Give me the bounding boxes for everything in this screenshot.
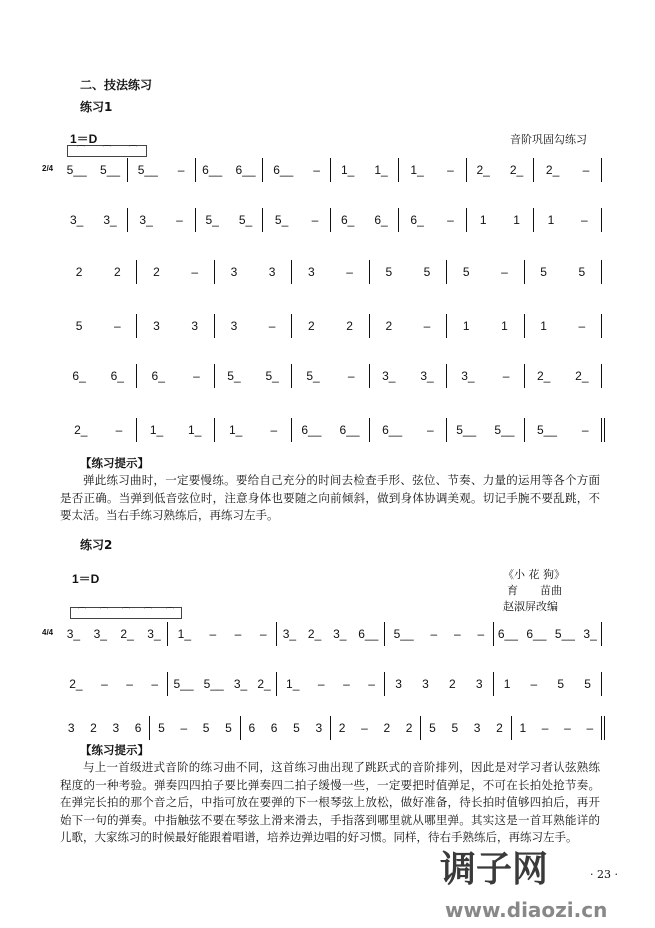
note: 2_ <box>257 677 271 691</box>
note: 3_ <box>282 627 297 641</box>
note: 1 <box>503 677 511 691</box>
note: 3 <box>395 677 402 691</box>
note: 3_ <box>139 213 153 227</box>
note: 3 <box>153 319 160 333</box>
note: 2 <box>338 721 346 735</box>
note: 5_ <box>306 369 320 383</box>
note: 1_ <box>341 163 355 177</box>
measure <box>534 208 602 232</box>
dash-note: – <box>541 721 549 735</box>
measure <box>196 208 264 232</box>
note: 3 <box>315 721 323 735</box>
dash-note: – <box>113 319 121 333</box>
note: 6__ <box>358 627 379 641</box>
note: 3_ <box>333 627 347 641</box>
note: 6__ <box>497 627 518 641</box>
note: 6 <box>134 721 142 735</box>
note: 2_ <box>545 163 560 177</box>
note: 5__ <box>456 423 477 437</box>
dash-note: – <box>361 721 368 735</box>
score-line <box>42 622 602 646</box>
measure <box>128 158 196 182</box>
note: 2 <box>75 265 83 279</box>
measure <box>215 314 292 338</box>
note: 2 <box>383 721 391 735</box>
note: 1_ <box>410 163 424 177</box>
measure <box>534 158 602 182</box>
measure <box>137 418 214 442</box>
dash-note: – <box>586 721 594 735</box>
note: 5 <box>202 721 210 735</box>
note: 3_ <box>461 369 475 383</box>
measure <box>467 158 535 182</box>
measure <box>447 314 524 338</box>
note: 5__ <box>203 677 224 691</box>
dash-note: – <box>270 423 278 437</box>
dash-note: – <box>454 627 461 641</box>
dash-note: – <box>346 265 353 279</box>
dash-note: – <box>115 423 123 437</box>
note: 3_ <box>70 213 84 227</box>
note: 1_ <box>286 677 300 691</box>
note: 1 <box>513 213 520 227</box>
watermark-logo: 调子网 <box>440 849 549 890</box>
song-title: 《小 花 狗》 <box>503 568 565 581</box>
measure <box>137 314 214 338</box>
note: 5__ <box>393 627 414 641</box>
note: 3_ <box>93 627 107 641</box>
note: 3 <box>67 721 75 735</box>
note: 2_ <box>120 627 134 641</box>
measure <box>399 208 467 232</box>
exercise2-title: 练习2 <box>80 538 113 552</box>
score-line <box>60 716 605 740</box>
dash-note: – <box>313 163 320 177</box>
note: 3_ <box>420 369 434 383</box>
note: 5 <box>225 721 232 735</box>
score-line <box>60 314 602 338</box>
note: 1 <box>501 319 508 333</box>
score-line <box>60 364 602 388</box>
note: 1_ <box>177 627 191 641</box>
note: 6_ <box>341 213 355 227</box>
note: 5 <box>423 265 431 279</box>
measure <box>60 418 137 442</box>
measure <box>494 622 602 646</box>
measure <box>60 364 137 388</box>
dash-note: – <box>311 213 319 227</box>
exercise1-key: 1＝D <box>70 132 98 146</box>
measure <box>331 208 399 232</box>
note: 5__ <box>137 163 158 177</box>
note: 1 <box>462 319 470 333</box>
note: 1_ <box>149 423 164 437</box>
dash-note: – <box>447 163 454 177</box>
note: 6__ <box>273 163 294 177</box>
note: 6_ <box>72 369 86 383</box>
note: 5_ <box>205 213 219 227</box>
note: 6_ <box>410 213 424 227</box>
page-number: · 23 · <box>590 868 618 881</box>
exercise1-tip-title: 【练习提示】 <box>80 456 149 470</box>
measure <box>60 208 128 232</box>
note: 3_ <box>583 627 597 641</box>
measure <box>399 158 467 182</box>
dash-note: – <box>581 423 589 437</box>
measure <box>60 260 137 284</box>
measure <box>370 364 447 388</box>
dash-note: – <box>426 423 434 437</box>
dash-note: – <box>343 677 350 691</box>
note: 6__ <box>382 423 403 437</box>
note: 5__ <box>494 423 515 437</box>
time-signature: 2/4 <box>42 164 54 173</box>
note: 3 <box>422 677 429 691</box>
dash-note: – <box>180 721 188 735</box>
dash-note: – <box>530 677 538 691</box>
measure <box>385 672 493 696</box>
measure <box>370 418 447 442</box>
dash-note: – <box>368 677 375 691</box>
note: 6__ <box>339 423 360 437</box>
note: 6_ <box>374 213 388 227</box>
measure <box>263 208 331 232</box>
measure <box>60 158 128 182</box>
note: 3 <box>475 677 483 691</box>
dash-note: – <box>234 627 242 641</box>
note: 5_ <box>274 213 289 227</box>
measure <box>292 418 369 442</box>
note: 1 <box>479 213 487 227</box>
note: 1_ <box>188 423 202 437</box>
note: 5 <box>578 265 586 279</box>
dash-note: – <box>126 677 133 691</box>
exercise2-key: 1＝D <box>72 572 100 586</box>
measure <box>215 260 292 284</box>
note: 3_ <box>66 627 81 641</box>
note: 6__ <box>235 163 256 177</box>
note: 5 <box>158 721 165 735</box>
measure <box>215 364 292 388</box>
measure <box>421 716 511 740</box>
note: 2_ <box>476 163 490 177</box>
dash-note: – <box>423 319 431 333</box>
dash-note: – <box>101 677 108 691</box>
measure <box>168 622 276 646</box>
dash-note: – <box>151 677 159 691</box>
note: 5__ <box>66 163 87 177</box>
dash-note: – <box>209 627 217 641</box>
note: 6 <box>248 721 256 735</box>
score-line <box>60 418 605 442</box>
note: 5 <box>385 265 393 279</box>
note: 3_ <box>103 213 117 227</box>
note: 2 <box>308 319 315 333</box>
note: 3 <box>191 319 199 333</box>
note: 2 <box>113 265 121 279</box>
section-title: 二、技法练习 <box>80 78 153 92</box>
score-line <box>42 158 602 182</box>
measure <box>292 260 369 284</box>
note: 6 <box>270 721 278 735</box>
exercise1-subtitle: 音阶巩固勾练习 <box>510 133 587 146</box>
note: 3_ <box>147 627 161 641</box>
dash-note: – <box>317 677 325 691</box>
score-line <box>60 208 602 232</box>
measure <box>331 716 421 740</box>
note: 2 <box>346 319 353 333</box>
note: 5 <box>293 721 300 735</box>
dash-note: – <box>582 163 590 177</box>
measure <box>277 672 385 696</box>
note: 3 <box>308 265 315 279</box>
dash-note: – <box>347 369 355 383</box>
score-line <box>60 260 602 284</box>
exercise1-tip-text: 弹此练习曲时，一定要慢练。要给自己充分的时间去检查手形、弦位、节奏、力量的运用等各个方面是否正确。当弹到低音弦位时，注意身体也要随之向前倾斜，做到身体协调美观。切记手腕不要乱跳，不要太活。当右手练习熟练后，再练习左手。 <box>60 473 600 522</box>
measure <box>447 364 524 388</box>
measure <box>292 314 369 338</box>
dash-note: – <box>447 213 454 227</box>
note: 5_ <box>238 213 253 227</box>
note: 2_ <box>509 163 524 177</box>
measure <box>370 260 447 284</box>
dash-note: – <box>177 163 185 177</box>
note: 5_ <box>265 369 279 383</box>
measure <box>241 716 331 740</box>
note: 6_ <box>151 369 165 383</box>
note: 2_ <box>74 423 88 437</box>
note: 3_ <box>382 369 396 383</box>
note: 5 <box>75 319 83 333</box>
measure <box>447 260 524 284</box>
note: 5 <box>429 721 436 735</box>
note: 1 <box>519 721 527 735</box>
note: 2_ <box>536 369 551 383</box>
note: 2 <box>405 721 413 735</box>
fingering-bracket: ⌒ ⌒ ⌒ <box>67 145 147 157</box>
score-line <box>60 672 602 696</box>
note: 1_ <box>374 163 388 177</box>
note: 3 <box>230 265 238 279</box>
dash-note: – <box>501 265 508 279</box>
measure <box>292 364 369 388</box>
measure <box>467 208 535 232</box>
measure <box>137 364 214 388</box>
note: 3_ <box>233 677 248 691</box>
note: 3 <box>268 265 276 279</box>
measure <box>196 158 264 182</box>
note: 2_ <box>307 627 322 641</box>
measure <box>277 622 385 646</box>
time-signature: 4/4 <box>42 628 54 637</box>
measure <box>331 158 399 182</box>
measure <box>447 418 524 442</box>
note: 5_ <box>227 369 241 383</box>
note: 5 <box>540 265 547 279</box>
exercise1-title: 练习1 <box>80 100 113 114</box>
fingering-bracket: ⌒ ⌒ ⌒ ⌒ ⌒ <box>70 607 182 619</box>
measure <box>60 622 168 646</box>
dash-note: – <box>430 627 438 641</box>
note: 6_ <box>110 369 124 383</box>
measure <box>263 158 331 182</box>
note: 5__ <box>536 423 557 437</box>
note: 5 <box>462 265 470 279</box>
dash-note: – <box>477 627 485 641</box>
dash-note: – <box>259 627 267 641</box>
dash-note: – <box>268 319 276 333</box>
measure <box>525 314 602 338</box>
dash-note: – <box>193 369 200 383</box>
exercise2-tip-title: 【练习提示】 <box>80 743 149 757</box>
measure <box>525 418 605 442</box>
note: 6__ <box>301 423 322 437</box>
watermark-url: www.diaozi.cn <box>445 898 608 922</box>
note: 2 <box>448 677 456 691</box>
measure <box>385 622 493 646</box>
measure <box>137 260 214 284</box>
note: 2 <box>385 319 393 333</box>
dash-note: – <box>176 213 183 227</box>
note: 2_ <box>575 369 589 383</box>
composer: 育 苗曲 <box>507 584 562 597</box>
measure <box>60 314 137 338</box>
measure <box>494 672 602 696</box>
measure <box>370 314 447 338</box>
measure <box>60 716 150 740</box>
note: 5__ <box>173 677 194 691</box>
measure <box>128 208 196 232</box>
note: 3 <box>230 319 238 333</box>
note: 5__ <box>100 163 121 177</box>
note: 2_ <box>69 677 83 691</box>
dash-note: – <box>191 265 199 279</box>
note: 3 <box>112 721 120 735</box>
note: 6__ <box>202 163 223 177</box>
note: 5__ <box>554 627 575 641</box>
note: 1 <box>540 319 547 333</box>
measure <box>60 672 168 696</box>
measure <box>512 716 605 740</box>
arranger: 赵淑屏改编 <box>503 600 558 613</box>
measure <box>168 672 276 696</box>
dash-note: – <box>578 319 586 333</box>
note: 5 <box>584 677 591 691</box>
dash-note: – <box>502 369 510 383</box>
note: 2 <box>496 721 503 735</box>
note: 6__ <box>526 627 547 641</box>
note: 5 <box>557 677 565 691</box>
note: 1_ <box>228 423 243 437</box>
note: 2 <box>153 265 160 279</box>
measure <box>525 260 602 284</box>
measure <box>150 716 240 740</box>
measure <box>215 418 292 442</box>
dash-note: – <box>564 721 571 735</box>
note: 5 <box>451 721 459 735</box>
note: 2 <box>90 721 97 735</box>
dash-note: – <box>580 213 588 227</box>
measure <box>525 364 602 388</box>
note: 1 <box>547 213 555 227</box>
note: 3 <box>473 721 481 735</box>
exercise2-tip-text: 与上一首级进式音阶的练习曲不同，这首练习曲出现了跳跃式的音阶排列，因此是对学习者认弦熟练程度的一种考验。弹奏四四拍子要比弹奏四二拍子缓慢一些，一定要把时值弹足，不可在长拍处抢节奏。在弹完长拍的那个音之后，中指可放在要弹的下一根琴弦上放松，做好准备，待长拍时值够四拍后，再开始下一句的弹奏。中指触弦不要在琴弦上滑来滑去，手指落到哪里就从哪里弹。其实这是一首耳熟能详的儿歌，大家练习的时候最好能跟着唱谱，培养边弹边唱的好习惯。同样，待右手熟练后，再练习左手。 <box>60 760 600 844</box>
